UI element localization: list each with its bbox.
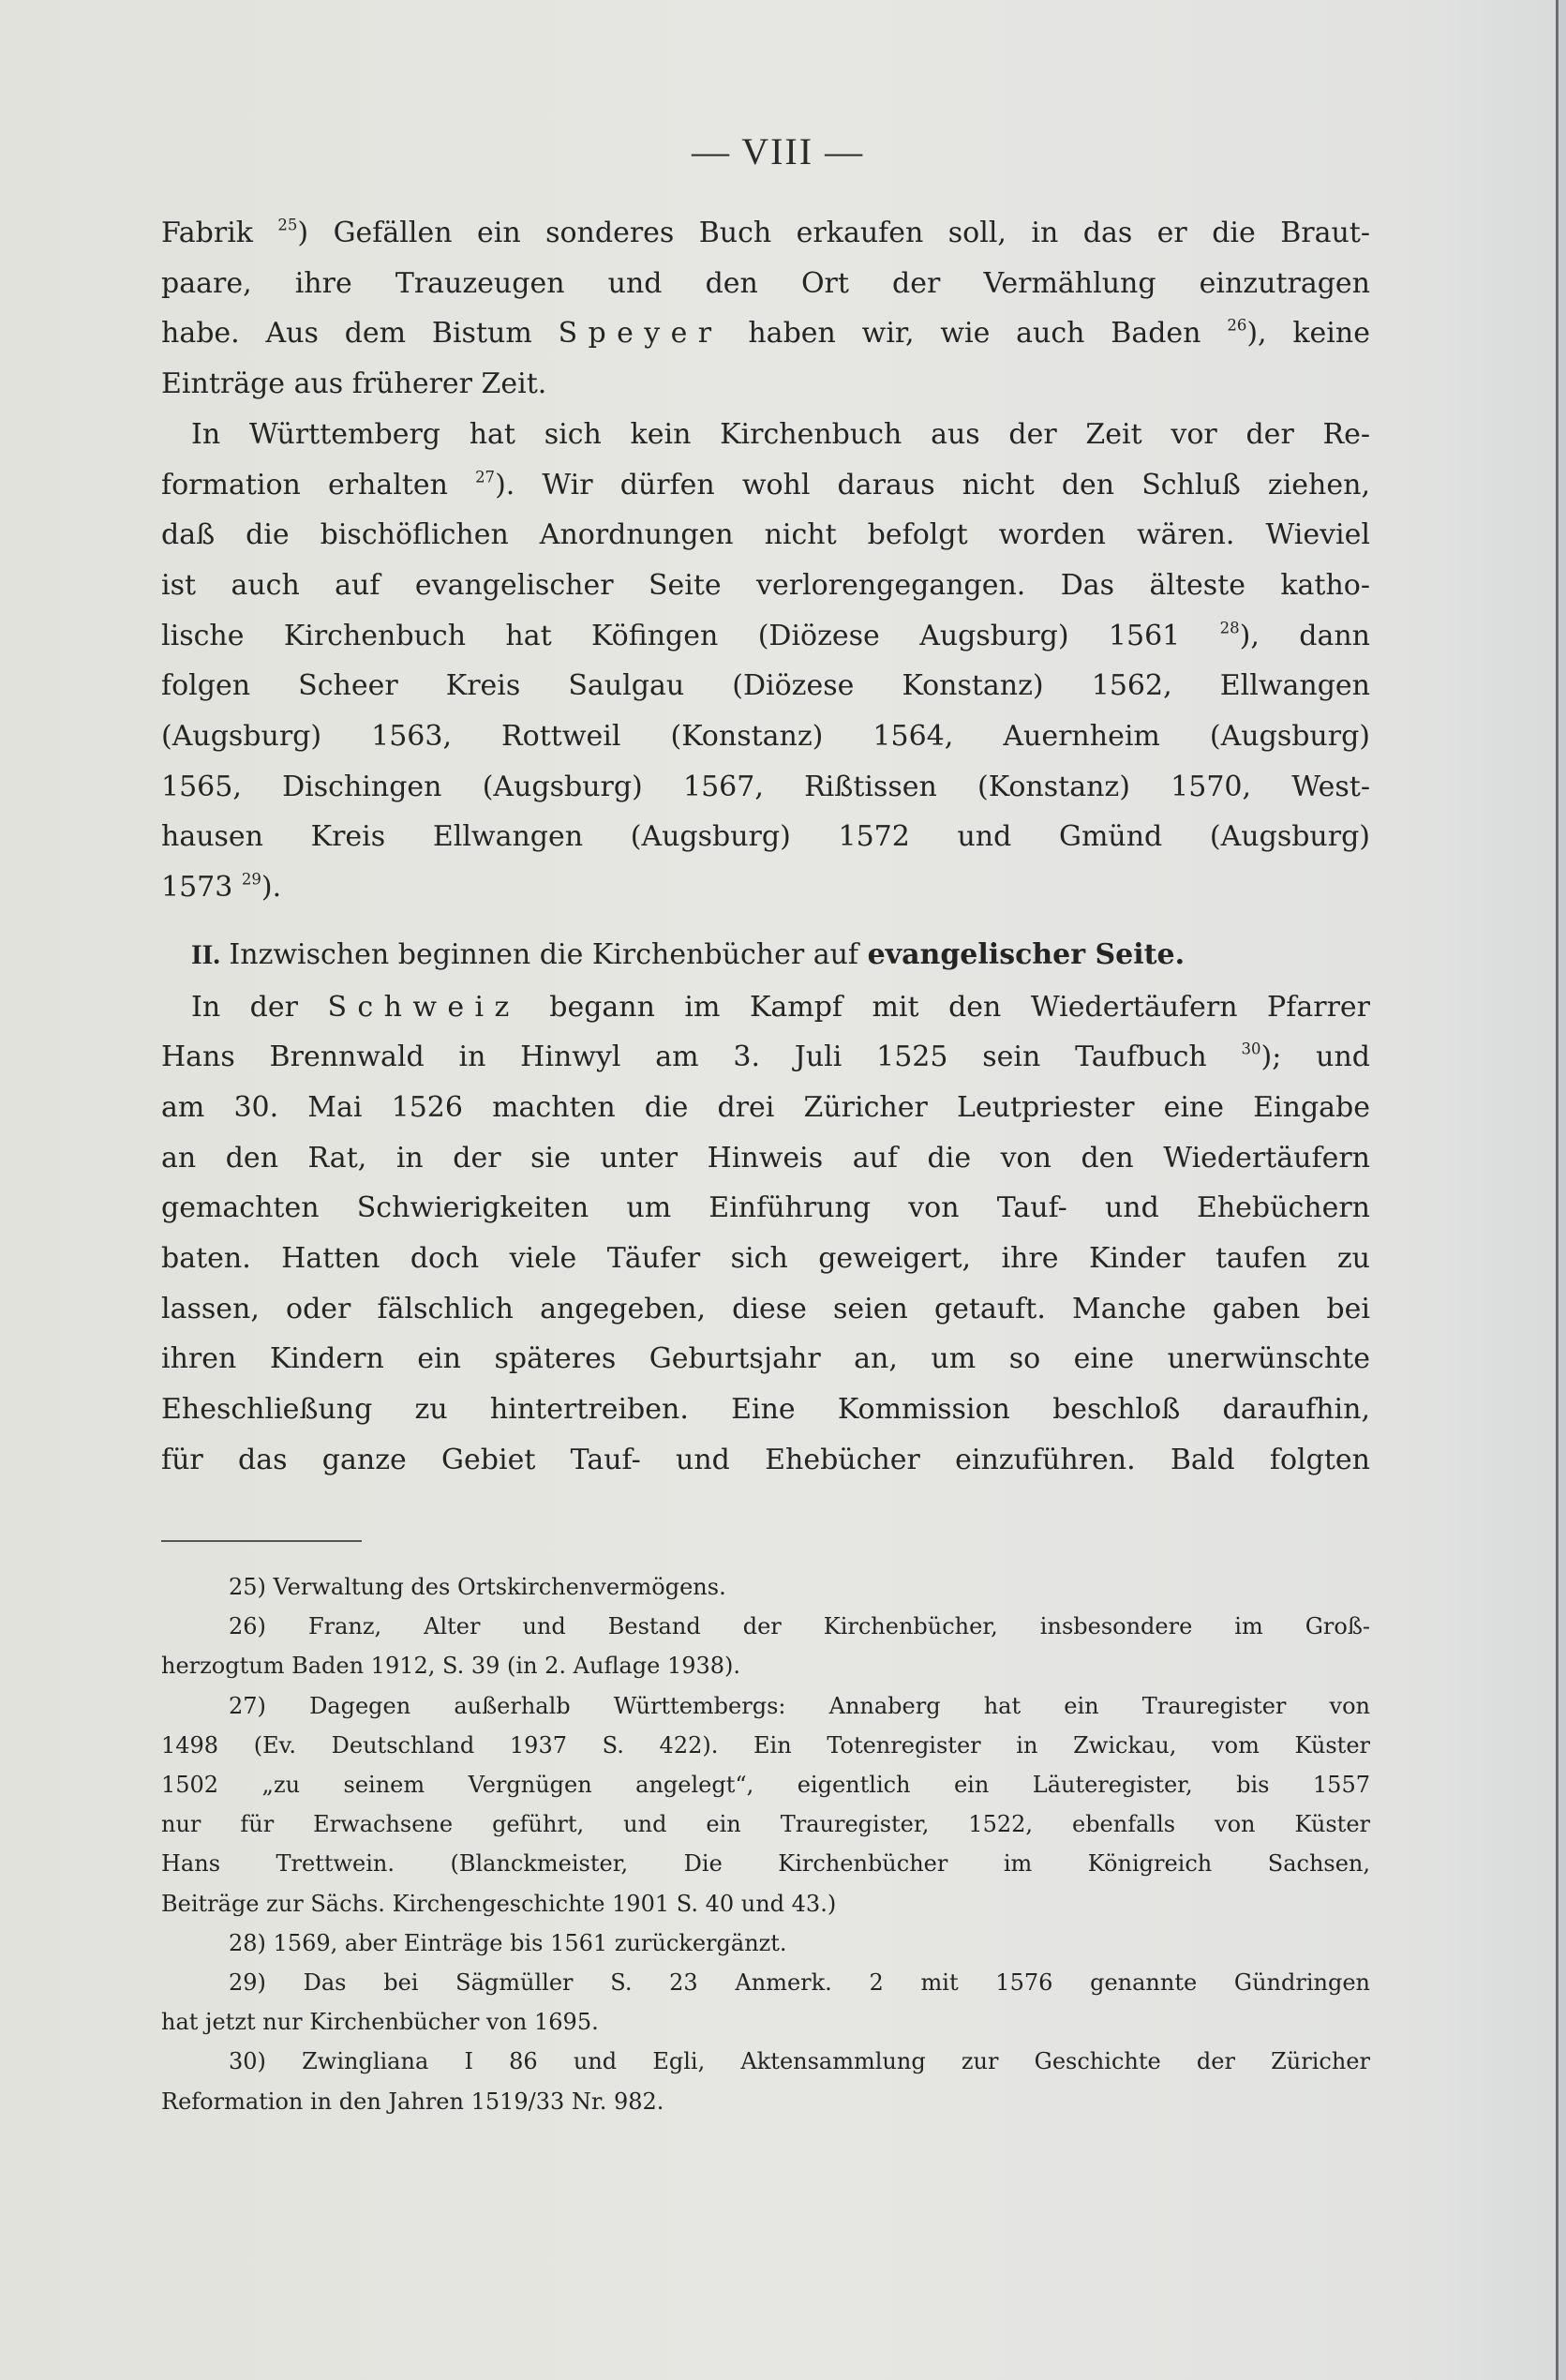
footnote-line: 1498 (Ev. Deutschland 1937 S. 422). Ein Totenregister in Zwickau, vom Küster — [161, 1731, 1370, 1759]
text-line: am 30. Mai 1526 machten die drei Züricher Leutpriester eine Eingabe — [161, 1090, 1370, 1124]
text-line: baten. Hatten doch viele Täufer sich geweigert, ihre Kinder taufen zu — [161, 1242, 1370, 1276]
text-line: paare, ihre Trauzeugen und den Ort der Vermählung einzutragen — [161, 266, 1370, 300]
text-line: Hans Brennwald in Hinwyl am 3. Juli 1525 sein Taufbuch $^{30}$); und — [161, 1040, 1370, 1074]
text-line: 1565, Dischingen (Augsburg) 1567, Rißtissen (Konstanz) 1570, West- — [161, 770, 1370, 803]
text-line: (Augsburg) 1563, Rottweil (Konstanz) 1564, Auernheim (Augsburg) — [161, 720, 1370, 754]
text-line: lassen, oder fälschlich angegeben, diese seien getauft. Manche gaben bei — [161, 1292, 1370, 1325]
paragraph-2 — [161, 410, 1370, 913]
page-number-header: — VIII — — [691, 130, 865, 172]
footnote-line: Beiträge zur Sächs. Kirchengeschichte 1901 S. 40 und 43.) — [161, 1890, 837, 1917]
spaced-word-schweiz: Schweiz — [327, 990, 520, 1024]
footnote-line: 30) Zwingliana I 86 und Egli, Aktensammlung zur Geschichte der Züricher — [229, 2048, 1370, 2075]
footnote-ref-29: 29 — [241, 870, 261, 889]
page-edge-outer — [1559, 0, 1566, 2380]
text-line: In Württemberg hat sich kein Kirchenbuch aus der Zeit vor der Re- — [191, 417, 1370, 451]
footnote-number: 25) — [229, 1574, 266, 1600]
footnote-number: 29) — [229, 1969, 266, 1997]
text-line: ist auch auf evangelischer Seite verlorengegangen. Das älteste katho- — [161, 568, 1370, 602]
body-text — [161, 208, 1370, 1486]
footnote-number: 26) — [229, 1613, 266, 1640]
text-line: folgen Scheer Kreis Saulgau (Diözese Konstanz) 1562, Ellwangen — [161, 669, 1370, 703]
footnote-line: 28) 1569, aber Einträge bis 1561 zurückergänzt. — [229, 1929, 787, 1956]
section-number: II. — [191, 938, 220, 970]
text-line: formation erhalten $^{27}$). Wir dürfen wohl daraus nicht den Schluß ziehen, — [161, 468, 1370, 501]
footnote-27 — [161, 1686, 1370, 1923]
footnote-line: 26) Franz, Alter und Bestand der Kirchenbücher, insbesondere im Groß- — [229, 1613, 1370, 1640]
section-heading-line — [161, 930, 1370, 980]
footnote-line: 29) Das bei Sägmüller S. 23 Anmerk. 2 mit 1576 genannte Gündringen — [229, 1969, 1370, 1997]
footnotes — [161, 1567, 1370, 2121]
text-line: gemachten Schwierigkeiten um Einführung von Tauf- und Ehebüchern — [161, 1191, 1370, 1225]
footnote-ref-27: 27 — [475, 468, 496, 486]
text-line: In der Schweiz begann im Kampf mit den Wiedertäufern Pfarrer — [191, 990, 1371, 1024]
footnote-ref-30: 30 — [1241, 1040, 1261, 1058]
text-line: Eheschließung zu hintertreiben. Eine Kommission beschloß daraufhin, — [161, 1393, 1370, 1427]
footnote-26 — [161, 1607, 1370, 1685]
footnote-ref-26: 26 — [1227, 317, 1247, 336]
text-line: Einträge aus früherer Zeit. — [161, 367, 547, 401]
text-line: daß die bischöflichen Anordnungen nicht befolgt worden wären. Wieviel — [161, 518, 1370, 552]
text-line: an den Rat, in der sie unter Hinweis auf die von den Wiedertäufern — [161, 1141, 1370, 1175]
text-line: 1573 $^{29}$). — [161, 870, 282, 905]
footnote-28 — [161, 1923, 1370, 1963]
footnote-line: herzogtum Baden 1912, S. 39 (in 2. Auflage 1938). — [161, 1653, 741, 1680]
footnote-ref-25: 25 — [277, 216, 298, 234]
footnote-line: nur für Erwachsene geführt, und ein Trauregister, 1522, ebenfalls von Küster — [161, 1811, 1370, 1838]
section-heading-emphasis: evangelischer Seite. — [867, 937, 1186, 971]
footnote-line: Hans Trettwein. (Blanckmeister, Die Kirchenbücher im Königreich Sachsen, — [161, 1850, 1370, 1878]
footnote-number: 27) — [229, 1692, 266, 1719]
footnote-29 — [161, 1963, 1370, 2042]
footnote-line: hat jetzt nur Kirchenbücher von 1695. — [161, 2009, 599, 2036]
paragraph-1 — [161, 208, 1370, 410]
footnote-number: 30) — [229, 2048, 266, 2075]
text-line: Fabrik $^{25}$) Gefällen ein sonderes Buch erkaufen soll, in das er die Braut- — [161, 216, 1370, 249]
footnote-number: 28) — [229, 1929, 266, 1956]
text-line: lische Kirchenbuch hat Köfingen (Diözese Augsburg) 1561 $^{28}$), dann — [161, 619, 1371, 652]
footnote-line: 1502 „zu seinem Vergnügen angelegt“, eigentlich ein Läuteregister, bis 1557 — [161, 1772, 1370, 1799]
footnote-separator — [161, 1540, 362, 1542]
footnote-line: Reformation in den Jahren 1519/33 Nr. 982. — [161, 2088, 664, 2115]
text-line: für das ganze Gebiet Tauf- und Ehebücher einzuführen. Bald folgten — [161, 1443, 1370, 1476]
footnote-line: 25) Verwaltung des Ortskirchenvermögens. — [229, 1574, 726, 1600]
text-line: hausen Kreis Ellwangen (Augsburg) 1572 und Gmünd (Augsburg) — [161, 820, 1370, 854]
footnote-25 — [161, 1567, 1370, 1607]
text-line: ihren Kindern ein späteres Geburtsjahr an, um so eine unerwünschte — [161, 1342, 1370, 1376]
spaced-word-speyer: Speyer — [558, 317, 723, 351]
text-line: habe. Aus dem Bistum Speyer haben wir, wie auch Baden $^{26}$), keine — [161, 317, 1370, 351]
paragraph-3 — [161, 982, 1370, 1486]
footnote-line: 27) Dagegen außerhalb Württembergs: Annaberg hat ein Trauregister von — [229, 1692, 1370, 1719]
footnote-ref-28: 28 — [1219, 619, 1240, 637]
footnote-30 — [161, 2042, 1370, 2120]
section-heading — [161, 930, 1370, 980]
section-heading-text: Inzwischen beginnen die Kirchenbücher auf — [219, 937, 868, 971]
